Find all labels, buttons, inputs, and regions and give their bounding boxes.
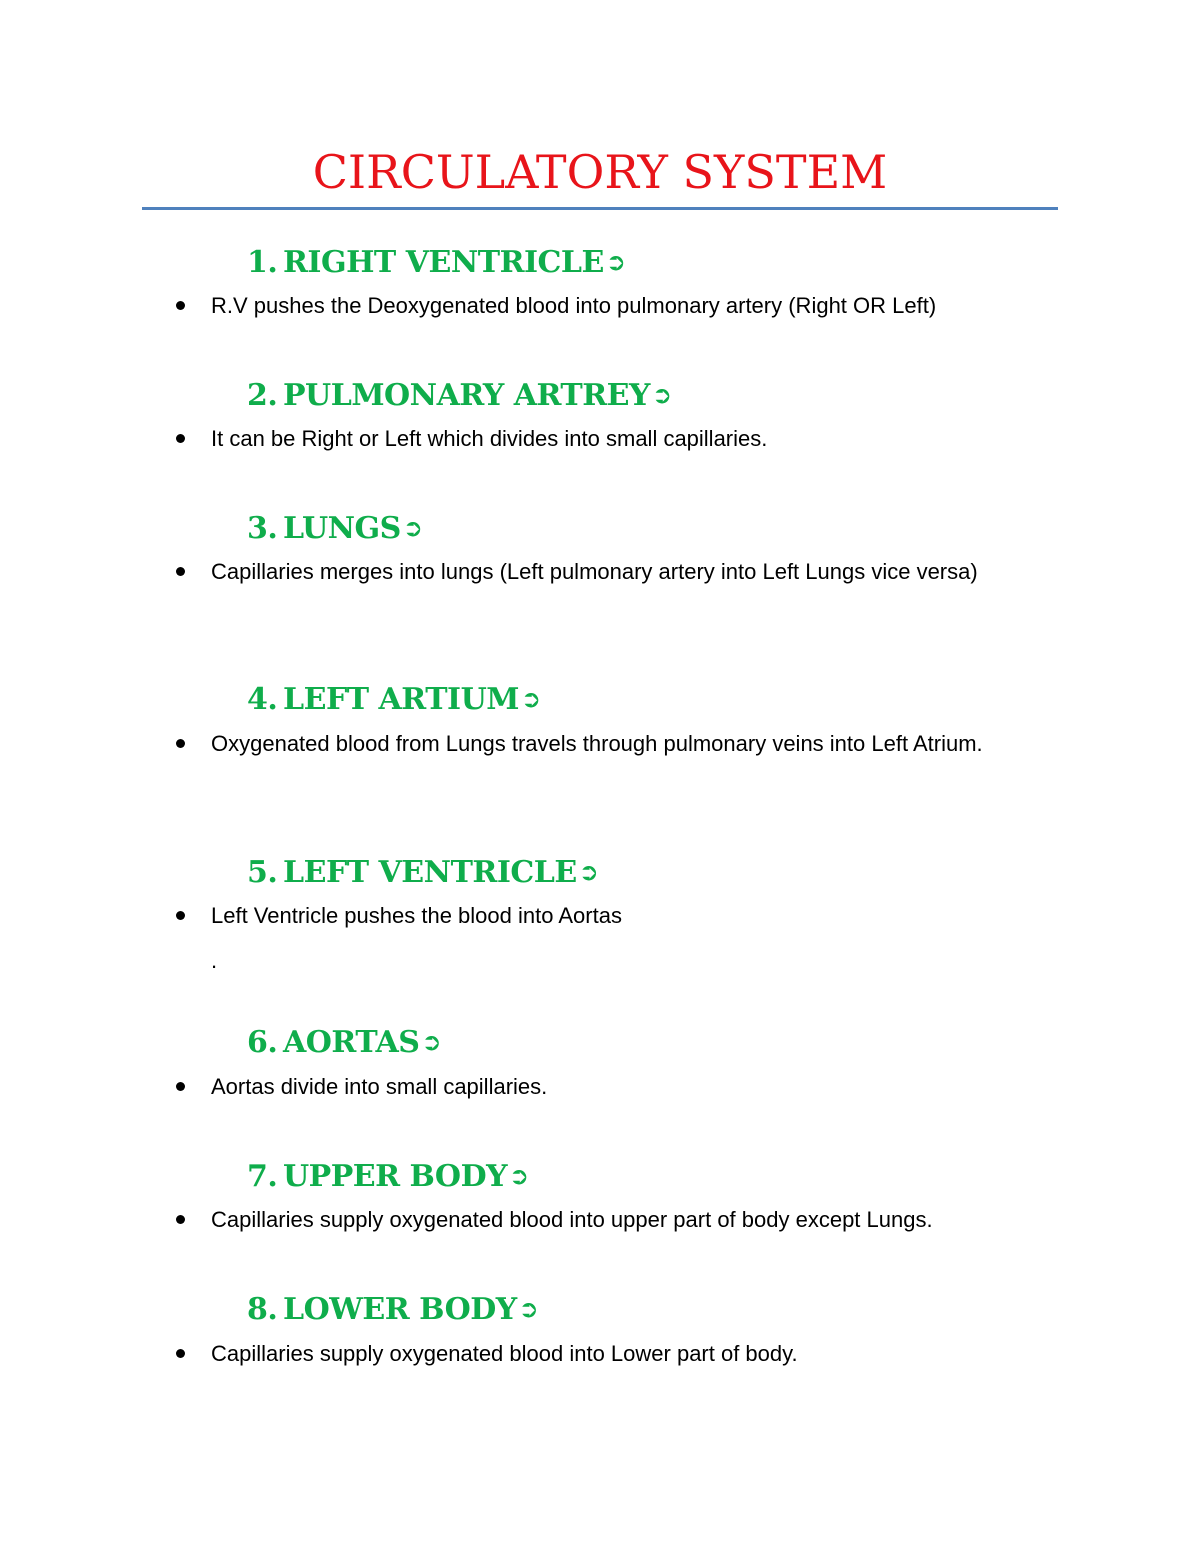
- list-item-text: It can be Right or Left which divides into small capillaries.: [211, 426, 768, 451]
- arrow-icon: ➲: [520, 685, 541, 713]
- title-divider: [142, 207, 1058, 210]
- section-heading: [247, 245, 626, 282]
- list-item-text: Oxygenated blood from Lungs travels through pulmonary veins into Left Atrium.: [211, 731, 983, 756]
- section-title: RIGHT VENTRICLE: [283, 245, 604, 280]
- list-item-text: Aortas divide into small capillaries.: [211, 1074, 548, 1099]
- section-number: 7.: [247, 1159, 278, 1194]
- bullet-icon: [176, 434, 185, 443]
- bullet-icon: [176, 567, 185, 576]
- section-number: 4.: [247, 682, 278, 717]
- section-number: 5.: [247, 855, 278, 890]
- section-heading: [247, 1292, 538, 1329]
- section-title: PULMONARY ARTREY: [283, 378, 650, 413]
- arrow-icon: ➲: [509, 1162, 529, 1190]
- section-heading: [247, 1159, 529, 1196]
- section-title: LOWER BODY: [283, 1292, 517, 1327]
- bullet-icon: [176, 739, 185, 748]
- section-heading: [247, 1025, 441, 1062]
- page-title: CIRCULATORY SYSTEM: [312, 145, 888, 199]
- arrow-icon: ➲: [651, 381, 672, 409]
- list-item-text: R.V pushes the Deoxygenated blood into pulmonary artery (Right OR Left): [211, 293, 937, 318]
- list-item-text: Capillaries supply oxygenated blood into upper part of body except Lungs.: [211, 1207, 933, 1232]
- section-heading: [247, 855, 598, 892]
- arrow-icon: ➲: [578, 858, 599, 886]
- section-heading: [247, 378, 672, 415]
- list-item-text: Left Ventricle pushes the blood into Aortas: [211, 903, 622, 928]
- section-title: UPPER BODY: [283, 1159, 507, 1194]
- section-title: LEFT ARTIUM: [283, 682, 519, 717]
- section-title: AORTAS: [283, 1025, 420, 1060]
- section-number: 1.: [247, 245, 278, 280]
- section-number: 3.: [247, 511, 278, 546]
- section-title: LEFT VENTRICLE: [283, 855, 577, 890]
- trailing-period: .: [211, 948, 218, 973]
- bullet-icon: [176, 1082, 185, 1091]
- section-number: 2.: [247, 378, 278, 413]
- section-number: 8.: [247, 1292, 278, 1327]
- bullet-icon: [176, 301, 185, 310]
- bullet-icon: [176, 911, 185, 920]
- bullet-icon: [176, 1215, 185, 1224]
- section-heading: [247, 511, 422, 548]
- section-number: 6.: [247, 1025, 278, 1060]
- list-item-text: Capillaries merges into lungs (Left pulmonary artery into Left Lungs vice versa): [211, 559, 978, 584]
- section-title: LUNGS: [283, 511, 401, 546]
- arrow-icon: ➲: [421, 1028, 442, 1056]
- arrow-icon: ➲: [518, 1295, 539, 1323]
- section-heading: [247, 682, 541, 719]
- bullet-icon: [176, 1349, 185, 1358]
- list-item-text: Capillaries supply oxygenated blood into Lower part of body.: [211, 1341, 798, 1366]
- arrow-icon: ➲: [605, 248, 626, 276]
- arrow-icon: ➲: [402, 514, 423, 542]
